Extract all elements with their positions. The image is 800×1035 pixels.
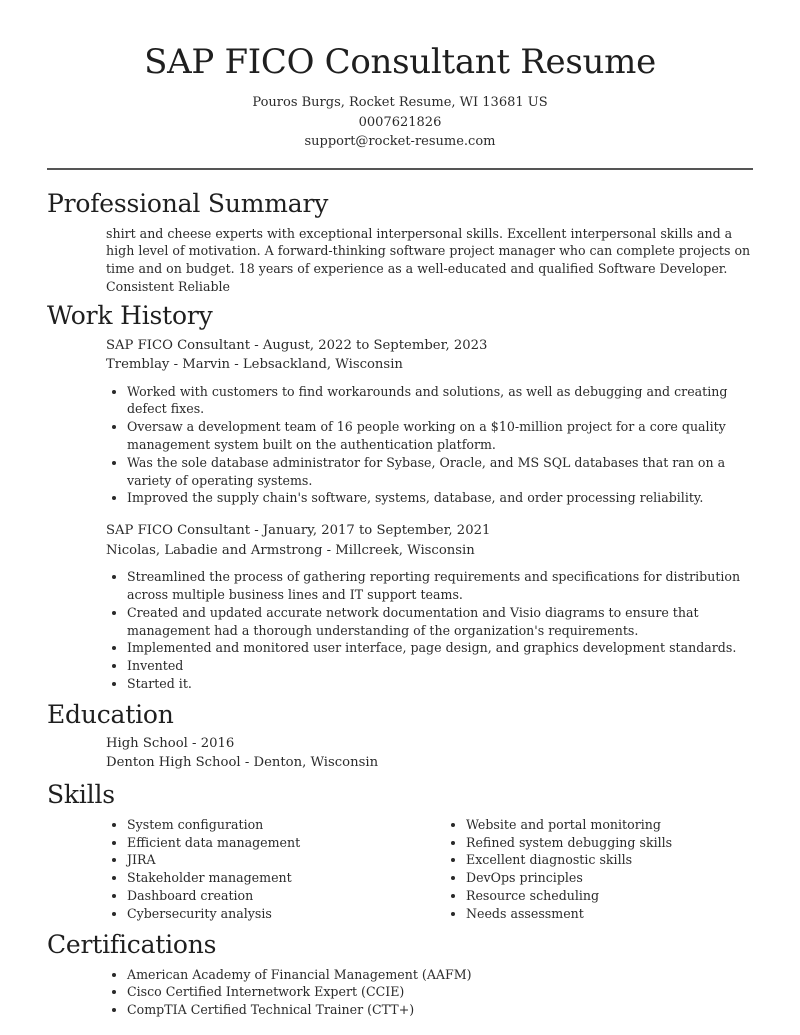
list-item: • Worked with customers to find workarounds and solutions, as well as debugging and creating defect fixes. [127,383,756,419]
section-education [0,699,800,773]
skills-grid [0,816,800,923]
certifications-list [106,966,756,1019]
section-certifications [0,929,800,1019]
certification-item: • American Academy of Financial Management (AAFM) [127,966,756,984]
job-title-line: SAP FICO Consultant - August, 2022 to September, 2023 [106,337,488,353]
certification-item: • CompTIA Certified Technical Trainer (CTT+) [127,1001,756,1019]
skill-item: • Refined system debugging skills [466,834,784,852]
skill-item: • Needs assessment [466,905,784,923]
section-heading: Education [47,699,174,729]
job-entry [0,521,800,693]
list-item: • Started it. [127,675,756,693]
contact-block [0,93,800,152]
skill-item: • Website and portal monitoring [466,816,784,834]
education-entry [0,734,800,773]
skill-item: • Dashboard creation [127,887,445,905]
list-item: • Oversaw a development team of 16 people working on a $10-million project for a core quality management system built on the authentication platform. [127,418,756,454]
list-item: • Was the sole database administrator for Sybase, Oracle, and MS SQL databases that ran on a variety of operating systems. [127,454,756,490]
skill-item: • Cybersecurity analysis [127,905,445,923]
section-heading: Certifications [47,929,217,959]
section-heading: Work History [47,300,213,330]
job-title-line: SAP FICO Consultant - January, 2017 to September, 2021 [106,523,491,539]
skill-item: • Excellent diagnostic skills [466,851,784,869]
job-bullets [106,568,756,693]
section-heading: Professional Summary [47,188,329,218]
skill-item: • Stakeholder management [127,869,445,887]
degree-line: High School - 2016 [106,735,235,751]
job-bullets [106,383,756,508]
phone: 0007621826 [358,114,442,130]
address: Pouros Burgs, Rocket Resume, WI 13681 US [252,95,548,110]
list-item: • Implemented and monitored user interface, page design, and graphics development standards. [127,639,756,657]
resume-header [0,0,800,152]
job-company-line: Nicolas, Labadie and Armstrong - Millcreek, Wisconsin [106,542,475,558]
section-heading: Skills [47,779,115,809]
skills-column-left [106,816,445,923]
list-item: • Improved the supply chain's software, systems, database, and order processing reliability. [127,489,756,507]
email: support@rocket-resume.com [304,134,496,149]
list-item: • Streamlined the process of gathering reporting requirements and specifications for distribution across multiple business lines and IT support teams. [127,568,756,604]
job-entry [0,336,800,508]
skill-item: • Efficient data management [127,834,445,852]
section-skills [0,779,800,923]
job-company-line: Tremblay - Marvin - Lebsackland, Wisconsin [106,357,403,373]
certification-item: • Cisco Certified Internetwork Expert (CCIE) [127,983,756,1001]
school-line: Denton High School - Denton, Wisconsin [106,755,379,771]
certifications-block [0,966,800,1019]
header-divider [47,168,753,170]
summary-text: shirt and cheese experts with exceptional interpersonal skills. Excellent interpersonal skills and a high level of motivation. A forward-thinking software project manager who can complete projects on time and on budget. 18 years of experience as a well-educated and qualified Software Developer. Consistent Reliable [106,225,751,294]
resume-title: SAP FICO Consultant Resume [144,42,656,82]
list-item: • Created and updated accurate network documentation and Visio diagrams to ensure that management had a thorough understanding of the organization's requirements. [127,604,756,640]
skill-item: • System configuration [127,816,445,834]
section-work-history [0,300,800,693]
skill-item: • JIRA [127,851,445,869]
list-item: • Invented [127,657,756,675]
skill-item: • Resource scheduling [466,887,784,905]
skills-column-right [445,816,784,923]
section-summary [0,188,800,296]
skill-item: • DevOps principles [466,869,784,887]
